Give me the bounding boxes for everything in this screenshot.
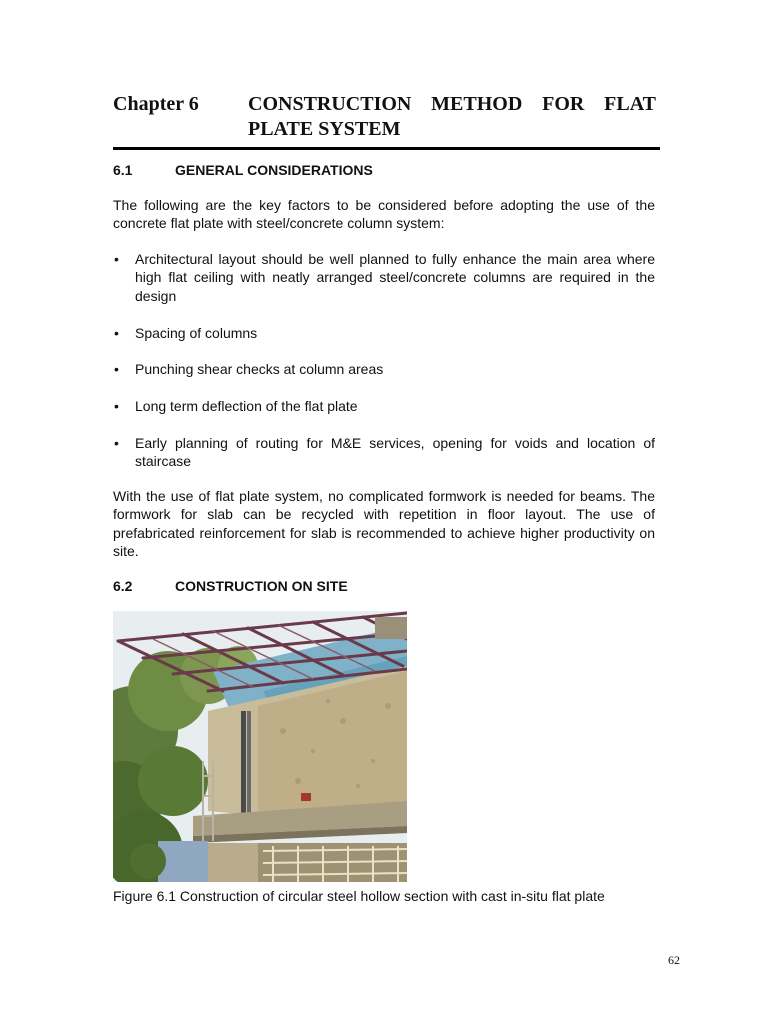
intro-paragraph: The following are the key factors to be considered before adopting the use of the concrete flat plate with steel/concrete column system:	[113, 197, 655, 232]
bullet-icon: •	[114, 398, 119, 415]
construction-site-photo	[113, 611, 407, 882]
list-item	[113, 360, 655, 378]
figure-caption: Figure 6.1 Construction of circular steel hollow section with cast in-situ flat plate	[113, 888, 605, 904]
section-title: GENERAL CONSIDERATIONS	[175, 162, 373, 178]
header-divider	[113, 147, 660, 150]
chapter-header	[113, 92, 659, 146]
key-factors-list	[113, 250, 655, 489]
bullet-icon: •	[114, 361, 119, 378]
list-item-text: Spacing of columns	[135, 324, 258, 341]
list-item-text: Architectural layout should be well planned to fully enhance the main area where high flat ceiling with neatly arranged steel/concrete columns are required in the design	[135, 251, 655, 304]
list-item-text: Early planning of routing for M&E services, opening for voids and location of staircase	[135, 435, 655, 470]
list-item-text: Punching shear checks at column areas	[135, 361, 384, 378]
closing-paragraph: With the use of flat plate system, no complicated formwork is needed for beams. The formwork for slab can be recycled with repetition in floor layout. The use of prefabricated reinforcement for slab is recommended to achieve higher productivity on site.	[113, 488, 655, 560]
construction-photo-illustration	[113, 611, 407, 882]
section-number: 6.1	[113, 162, 133, 178]
list-item	[113, 250, 655, 305]
page-number: 62	[668, 953, 680, 967]
bullet-icon: •	[114, 251, 119, 267]
section-number: 6.2	[113, 578, 133, 594]
list-item	[113, 434, 655, 471]
list-item	[113, 397, 655, 415]
chapter-title: CONSTRUCTION METHOD FOR FLAT PLATE SYSTEM	[248, 93, 656, 140]
bullet-icon: •	[114, 435, 119, 451]
list-item	[113, 324, 655, 342]
section-title: CONSTRUCTION ON SITE	[175, 578, 348, 594]
list-item-text: Long term deflection of the flat plate	[135, 398, 358, 415]
chapter-label: Chapter 6	[113, 93, 199, 115]
bullet-icon: •	[114, 324, 119, 341]
